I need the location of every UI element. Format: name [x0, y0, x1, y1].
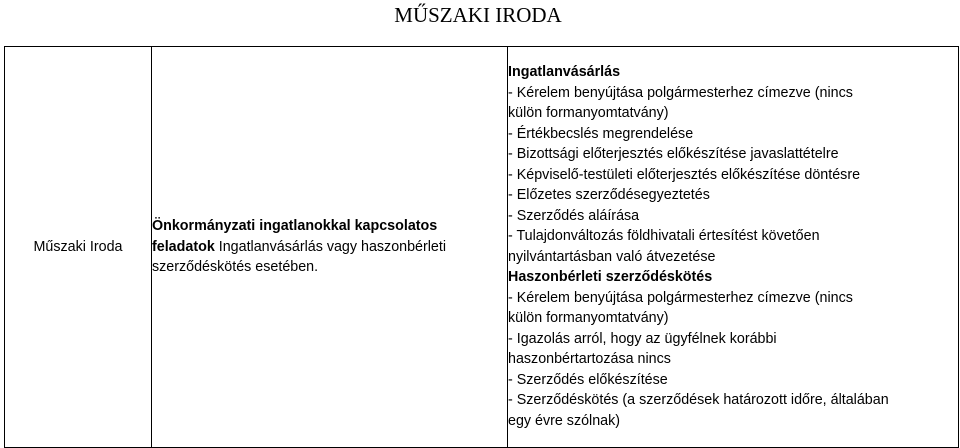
- purchase-step: nyilvántartásban való átvezetése: [508, 248, 716, 265]
- lease-step: külön formanyomtatvány): [508, 310, 669, 326]
- process-cell: [508, 47, 959, 448]
- purchase-step: - Szerződés aláírása: [508, 207, 640, 224]
- purchase-step: - Értékbecslés megrendelése: [508, 125, 694, 142]
- office-cell: Műszaki Iroda: [5, 47, 152, 448]
- task-heading-part-1: Önkormányzati ingatlanokkal kapcsolatos: [152, 218, 438, 235]
- purchase-step: - Bizottsági előterjesztés előkészítése javaslattételre: [508, 146, 839, 162]
- lease-step: egy évre szólnak): [508, 412, 621, 429]
- task-line-2: [152, 237, 507, 258]
- lease-step: haszonbértartozása nincs: [508, 351, 671, 367]
- task-heading-part-2: feladatok: [152, 238, 215, 255]
- lease-heading: Haszonbérleti szerződéskötés: [508, 269, 713, 285]
- task-cell: [152, 47, 508, 448]
- lease-step: - Igazolás arról, hogy az ügyfélnek korábbi: [508, 330, 777, 347]
- task-line-1: [152, 216, 507, 237]
- purchase-step: külön formanyomtatvány): [508, 105, 669, 121]
- table-row: [5, 47, 959, 448]
- lease-step: - Szerződés előkészítése: [508, 371, 668, 388]
- purchase-step: - Tulajdonváltozás földhivatali értesítést követően: [508, 228, 820, 244]
- purchase-step: - Előzetes szerződésegyeztetés: [508, 187, 710, 203]
- lease-step: - Kérelem benyújtása polgármesterhez címezve (nincs: [508, 289, 853, 306]
- task-description-part-1: Ingatlanvásárlás vagy haszonbérleti: [214, 238, 447, 255]
- purchase-step: - Kérelem benyújtása polgármesterhez címezve (nincs: [508, 84, 853, 101]
- purchase-heading: Ingatlanvásárlás: [508, 64, 621, 80]
- purchase-step: - Képviselő-testületi előterjesztés előkészítése döntésre: [508, 166, 861, 183]
- task-line-3: szerződéskötés esetében.: [152, 259, 319, 276]
- page-title: MŰSZAKI IRODA: [394, 3, 562, 27]
- lease-step: - Szerződéskötés (a szerződések határozott időre, általában: [508, 392, 889, 408]
- procedure-table: [4, 46, 959, 448]
